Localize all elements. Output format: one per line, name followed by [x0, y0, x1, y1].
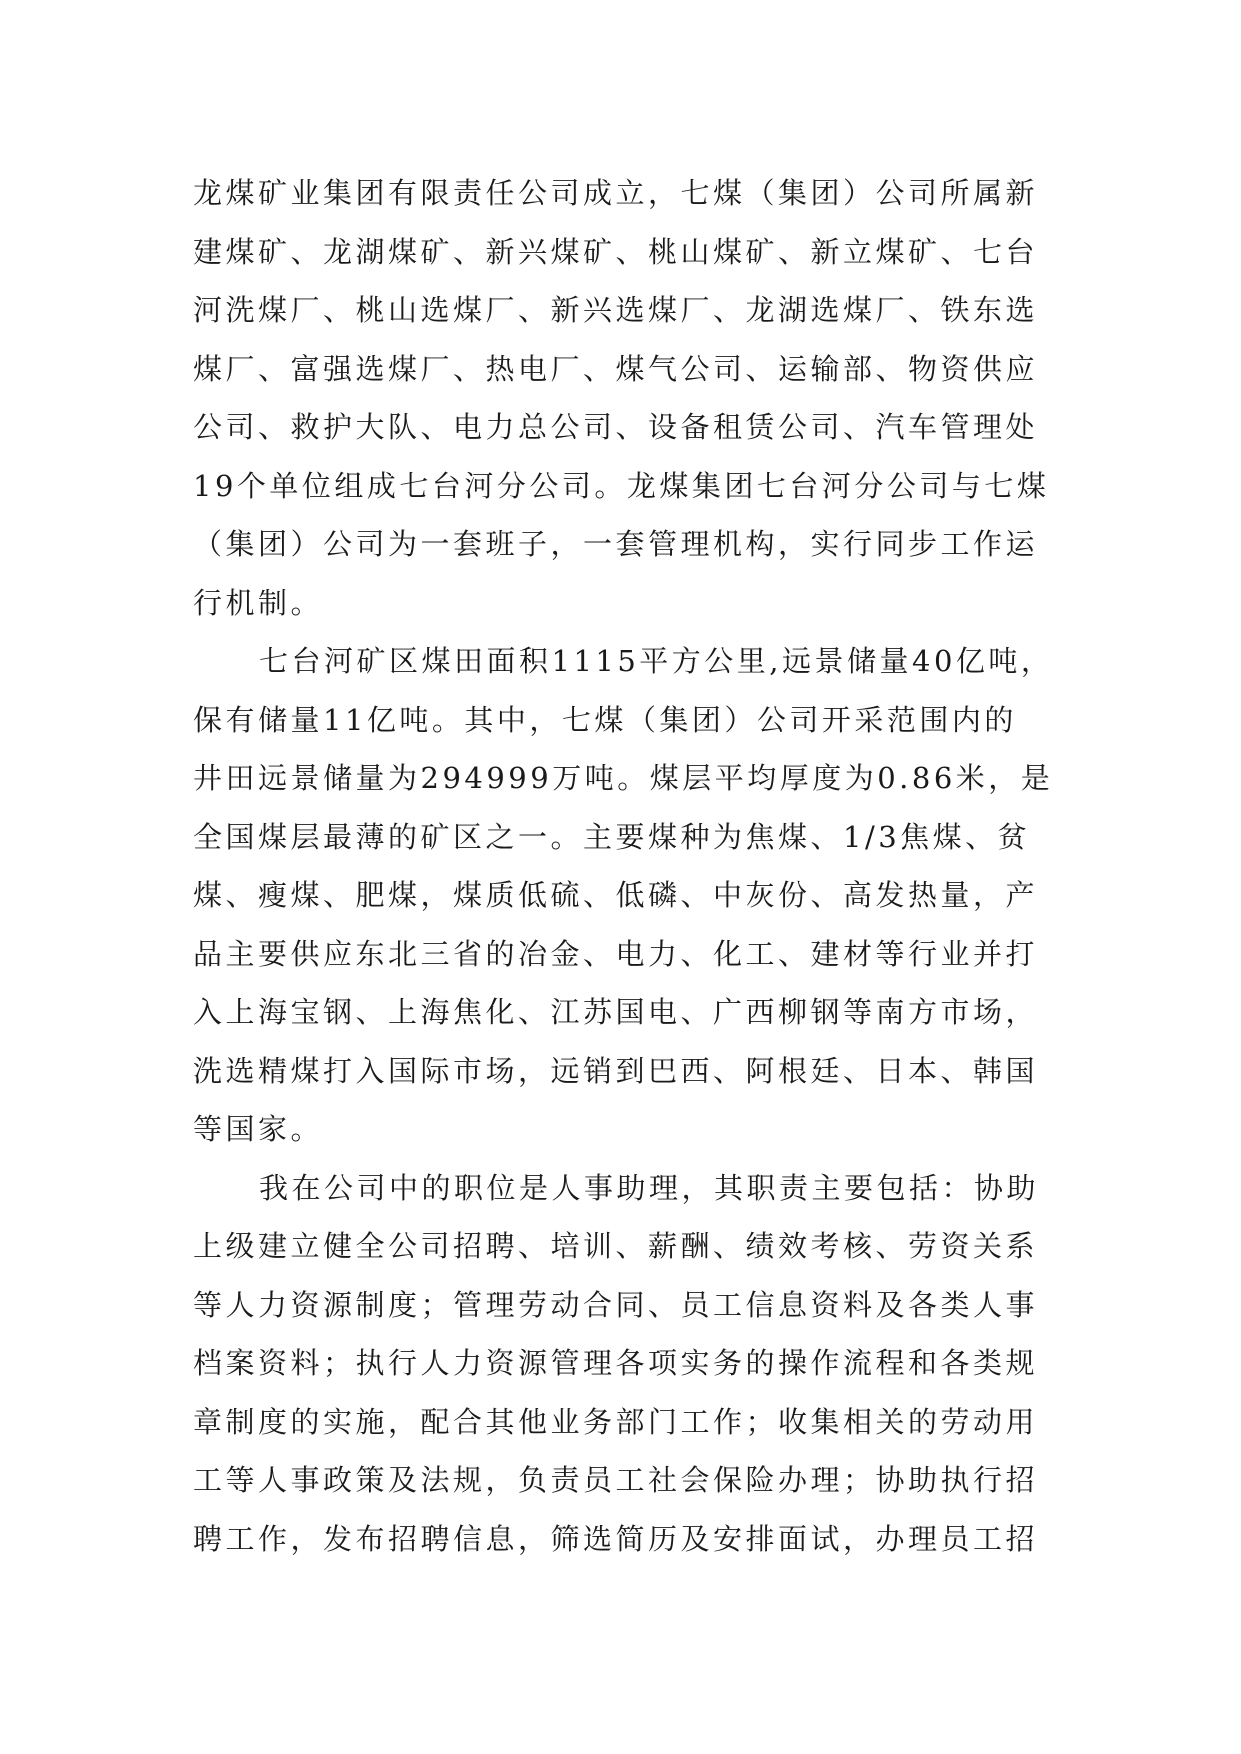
text-line: 工等人事政策及法规，负责员工社会保险办理；协助执行招 — [193, 1463, 1039, 1497]
text-line: 品主要供应东北三省的冶金、电力、化工、建材等行业并打 — [193, 936, 1039, 971]
text-line: 档案资料；执行人力资源管理各项实务的操作流程和各类规 — [193, 1346, 1039, 1380]
text-line: （集团）公司为一套班子，一套管理机构，实行同步工作运 — [193, 527, 1039, 561]
text-line: 等人力资源制度；管理劳动合同、员工信息资料及各类人事 — [193, 1287, 1039, 1322]
document-body — [193, 164, 1061, 1568]
text-line: 保有储量11亿吨。其中，七煤（集团）公司开采范围内的 — [193, 702, 1017, 737]
paragraph-company-history — [193, 164, 1061, 632]
text-line: 龙煤矿业集团有限责任公司成立，七煤（集团）公司所属新 — [193, 176, 1039, 210]
text-line: 洗选精煤打入国际市场，远销到巴西、阿根廷、日本、韩国 — [193, 1053, 1039, 1088]
text-line: 公司、救护大队、电力总公司、设备租赁公司、汽车管理处 — [193, 410, 1039, 444]
text-line: 煤厂、富强选煤厂、热电厂、煤气公司、运输部、物资供应 — [193, 351, 1039, 386]
text-line: 入上海宝钢、上海焦化、江苏国电、广西柳钢等南方市场， — [193, 995, 1039, 1029]
text-line: 井田远景储量为294999万吨。煤层平均厚度为0.86米，是 — [193, 761, 1054, 795]
text-line: 上级建立健全公司招聘、培训、薪酬、绩效考核、劳资关系 — [193, 1229, 1039, 1263]
text-line: 行机制。 — [193, 585, 324, 620]
text-line: 聘工作，发布招聘信息，筛选简历及安排面试，办理员工招 — [193, 1521, 1039, 1556]
text-line: 我在公司中的职位是人事助理，其职责主要包括：协助 — [259, 1170, 1040, 1205]
text-line: 等国家。 — [193, 1112, 324, 1146]
paragraph-mining-area — [193, 632, 1061, 1159]
text-line: 章制度的实施，配合其他业务部门工作；收集相关的劳动用 — [193, 1404, 1039, 1439]
text-line: 七台河矿区煤田面积1115平方公里,远景储量40亿吨， — [259, 644, 1054, 678]
text-line: 全国煤层最薄的矿区之一。主要煤种为焦煤、1/3焦煤、贫 — [193, 819, 1031, 854]
text-line: 煤、瘦煤、肥煤，煤质低硫、低磷、中灰份、高发热量，产 — [193, 878, 1039, 912]
paragraph-job-duties — [193, 1159, 1061, 1569]
text-line: 建煤矿、龙湖煤矿、新兴煤矿、桃山煤矿、新立煤矿、七台 — [193, 234, 1039, 269]
text-line: 河洗煤厂、桃山选煤厂、新兴选煤厂、龙湖选煤厂、铁东选 — [193, 293, 1039, 327]
text-line: 19个单位组成七台河分公司。龙煤集团七台河分公司与七煤 — [193, 468, 1050, 503]
